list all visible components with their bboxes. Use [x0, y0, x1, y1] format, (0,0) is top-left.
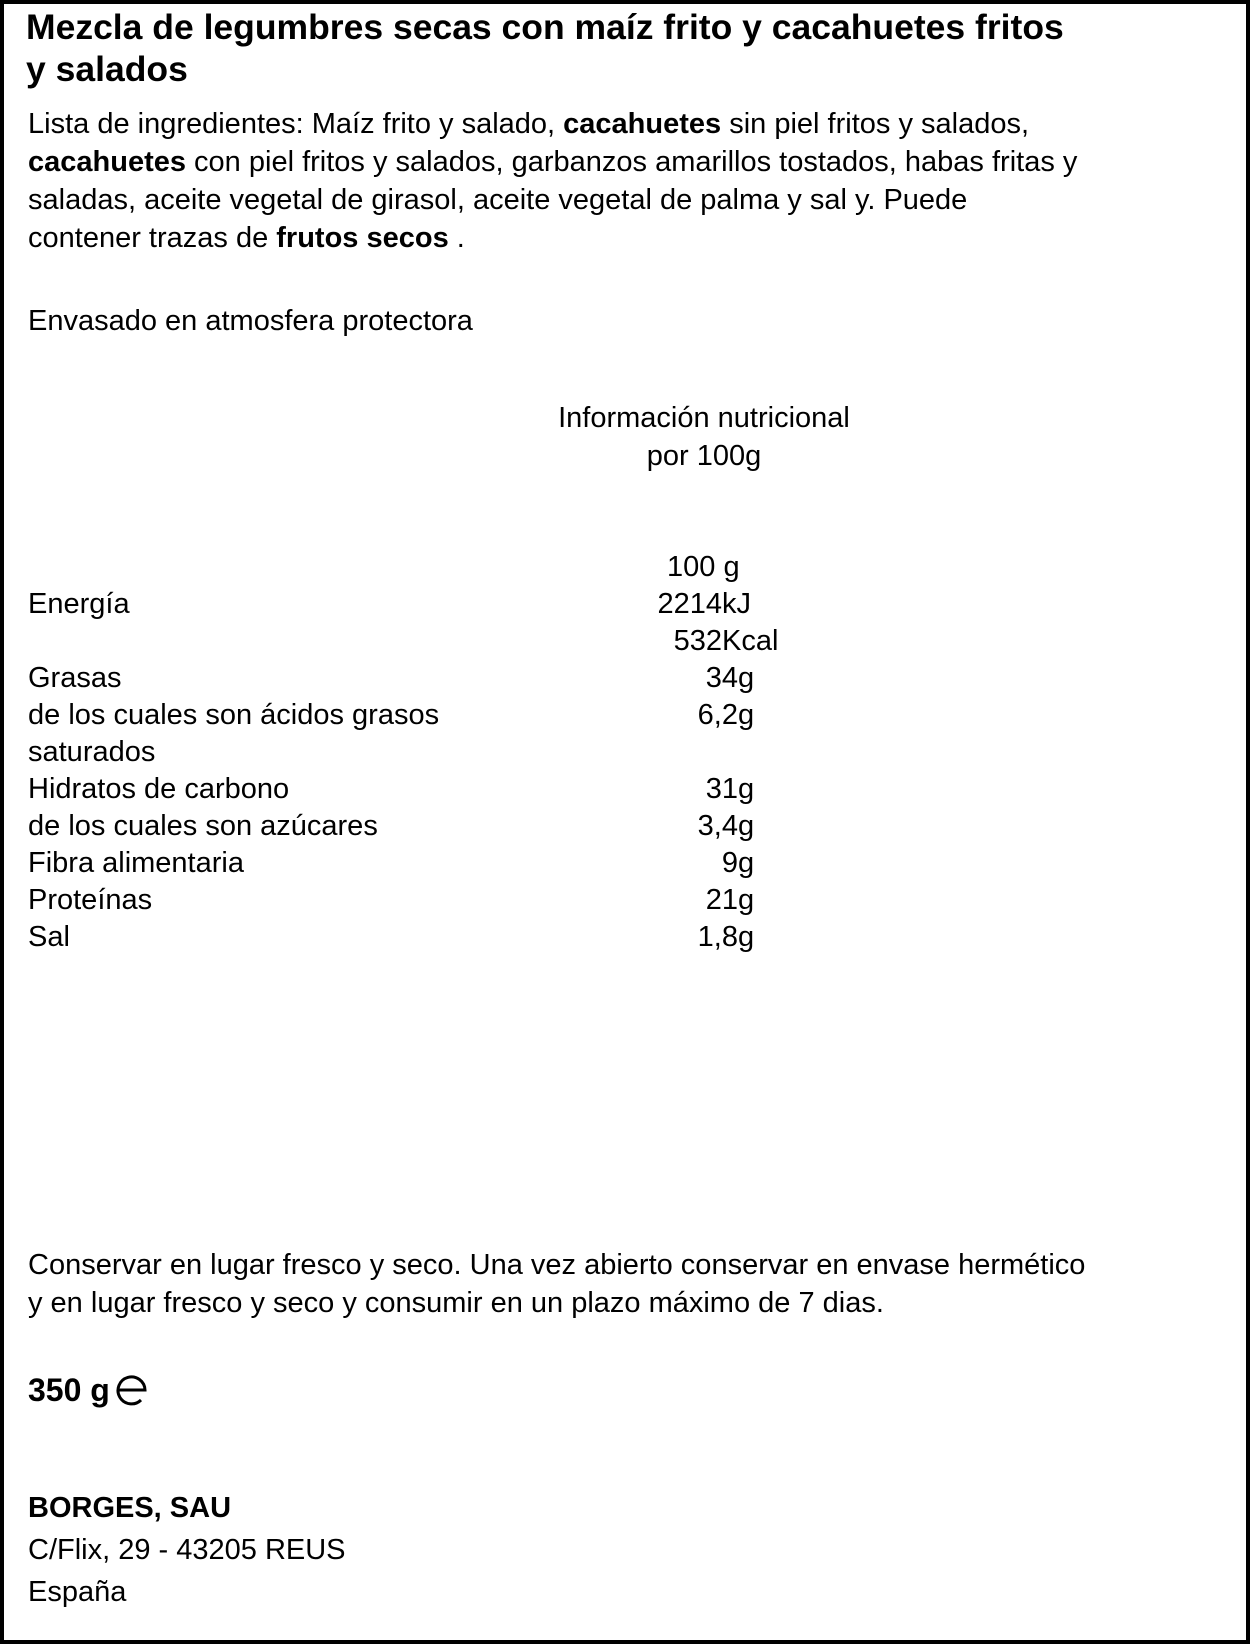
ingredients-line: saladas, aceite vegetal de girasol, aceite vegetal de palma y sal y. Puede — [28, 184, 968, 216]
nutrient-value-sugars: 3,4g — [697, 810, 755, 842]
nutrient-label-protein: Proteínas — [28, 884, 153, 916]
nutrient-value-fibre: 9g — [721, 847, 755, 879]
nutrient-label-saturates: de los cuales son ácidos grasos — [28, 699, 440, 731]
nutrient-value-salt: 1,8g — [697, 921, 755, 953]
allergen-text: frutos secos — [276, 222, 449, 254]
e-mark-icon — [114, 1373, 150, 1407]
nutrient-label-carbohydrate: Hidratos de carbono — [28, 773, 290, 805]
product-title: Mezcla de legumbres secas con maíz frito y cacahuetes fritos y salados — [26, 7, 1064, 89]
nutrient-value-carbohydrate: 31g — [705, 773, 755, 805]
nutrient-label-salt: Sal — [28, 921, 70, 953]
ingredients-line: contener trazas de frutos secos . — [28, 222, 465, 254]
nutrition-subheading: por 100g — [646, 440, 762, 472]
allergen-text: cacahuetes — [563, 108, 722, 140]
allergen-text: cacahuetes — [28, 146, 186, 178]
company-country: España — [28, 1576, 127, 1608]
company-name: BORGES, SAU — [28, 1492, 232, 1524]
nutrient-label-sugars: de los cuales son azúcares — [28, 810, 378, 842]
nutrient-label-fibre: Fibra alimentaria — [28, 847, 244, 879]
nutrient-value-fat: 34g — [705, 662, 755, 694]
energy-label: Energía — [28, 588, 130, 620]
nutrient-value-saturates: 6,2g — [697, 699, 755, 731]
nutrition-heading: Información nutricional — [558, 402, 850, 434]
nutrition-column-header: 100 g — [667, 551, 740, 583]
energy-kcal: 532Kcal — [673, 625, 779, 657]
energy-kj: 2214kJ — [657, 588, 751, 620]
nutrient-label-fat: Grasas — [28, 662, 122, 694]
storage-instructions-line: y en lugar fresco y seco y consumir en un plazo máximo de 7 dias. — [28, 1287, 884, 1319]
nutrient-label-saturates-cont: saturados — [28, 736, 156, 768]
storage-instructions-line: Conservar en lugar fresco y seco. Una vez abierto conservar en envase hermético — [28, 1249, 1086, 1281]
net-weight: 350 g — [28, 1370, 150, 1410]
company-address: C/Flix, 29 - 43205 REUS — [28, 1534, 346, 1566]
ingredients-line: Lista de ingredientes: Maíz frito y salado, cacahuetes sin piel fritos y salados, — [28, 108, 1030, 140]
nutrient-value-protein: 21g — [705, 884, 755, 916]
ingredients-list — [28, 105, 1228, 257]
ingredients-line: cacahuetes con piel fritos y salados, garbanzos amarillos tostados, habas fritas y — [28, 146, 1078, 178]
packaging-note: Envasado en atmosfera protectora — [28, 305, 473, 337]
